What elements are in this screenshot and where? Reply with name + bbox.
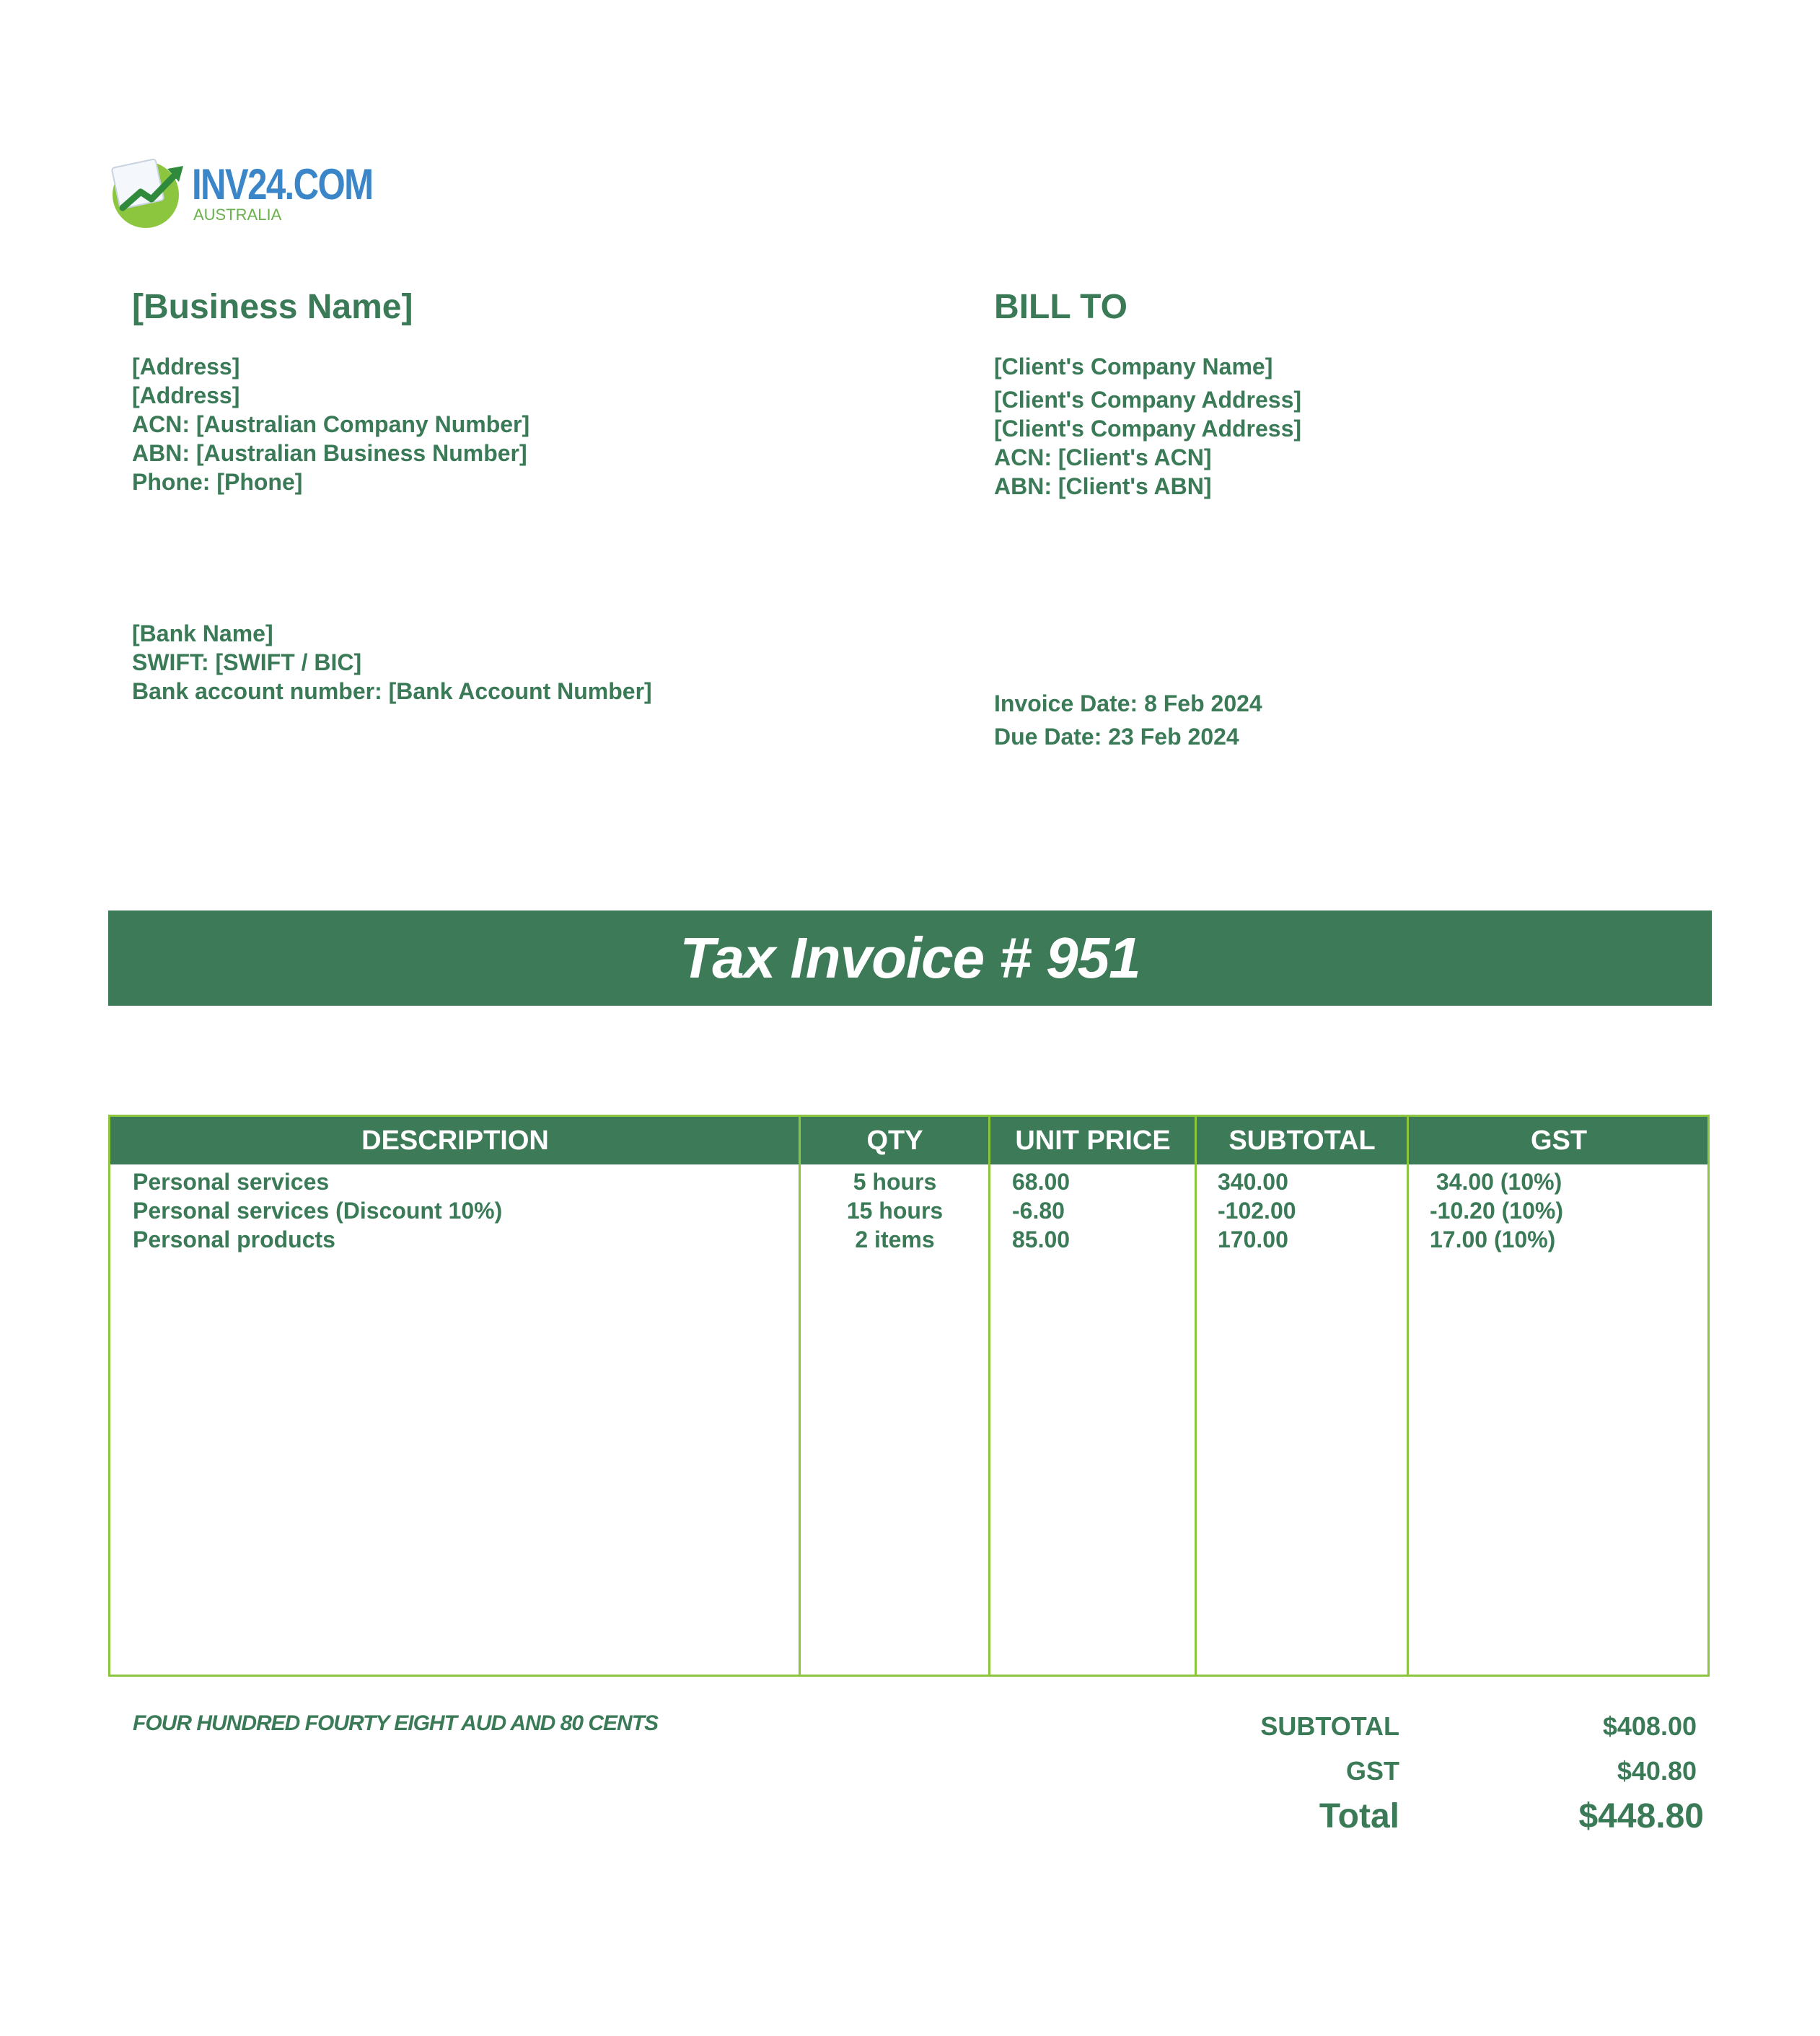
header-qty: QTY [866, 1125, 923, 1156]
row-qty: 2 items [855, 1227, 935, 1252]
seller-address-2: [Address] [132, 382, 240, 408]
invoice-date: Invoice Date: 8 Feb 2024 [994, 690, 1262, 716]
client-abn: ABN: [Client's ABN] [994, 473, 1212, 499]
total-value: $448.80 [1578, 1797, 1704, 1835]
row-qty: 15 hours [846, 1198, 944, 1224]
logo-icon [108, 157, 188, 229]
row-gst: 34.00 (10%) [1430, 1169, 1562, 1195]
bank-account: Bank account number: [Bank Account Number] [132, 678, 652, 704]
business-name: [Business Name] [132, 288, 413, 326]
header-gst: GST [1530, 1125, 1588, 1156]
column-divider [1407, 1117, 1409, 1675]
header-subtotal: SUBTOTAL [1228, 1125, 1376, 1156]
total-label: Total [1319, 1797, 1399, 1835]
row-subtotal: -102.00 [1218, 1198, 1296, 1224]
row-description: Personal products [133, 1227, 335, 1252]
seller-details [132, 352, 529, 496]
client-address-1: [Client's Company Address] [994, 387, 1302, 413]
row-unit-price: -6.80 [1012, 1198, 1065, 1224]
line-items-table [108, 1115, 1710, 1677]
logo-subtitle: AUSTRALIA [193, 206, 282, 224]
row-subtotal: 170.00 [1218, 1227, 1288, 1252]
row-gst: 17.00 (10%) [1430, 1227, 1556, 1252]
invoice-title: Tax Invoice # 951 [680, 926, 1140, 990]
bill-to-heading: BILL TO [994, 288, 1127, 326]
seller-phone: Phone: [Phone] [132, 469, 303, 495]
gst-label: GST [1345, 1756, 1399, 1786]
row-description: Personal services [133, 1169, 330, 1195]
column-divider [1195, 1117, 1197, 1675]
client-details [994, 352, 1301, 501]
client-acn: ACN: [Client's ACN] [994, 444, 1212, 470]
bank-swift: SWIFT: [SWIFT / BIC] [132, 649, 362, 675]
due-date: Due Date: 23 Feb 2024 [994, 724, 1239, 750]
invoice-dates [994, 687, 1262, 753]
row-description: Personal services (Discount 10%) [133, 1198, 503, 1224]
bank-details [132, 619, 652, 706]
seller-abn: ABN: [Australian Business Number] [132, 440, 527, 466]
seller-address-1: [Address] [132, 354, 240, 379]
amount-in-words: FOUR HUNDRED FOURTY EIGHT AUD AND 80 CENTS [133, 1711, 659, 1735]
client-company-name: [Client's Company Name] [994, 354, 1273, 379]
logo-brand: INV24.COM [192, 160, 373, 209]
header-unit-price: UNIT PRICE [1015, 1125, 1171, 1156]
subtotal-value: $408.00 [1602, 1711, 1697, 1741]
title-banner [108, 911, 1712, 1006]
row-qty: 5 hours [853, 1169, 937, 1195]
row-subtotal: 340.00 [1218, 1169, 1288, 1195]
row-gst: -10.20 (10%) [1430, 1198, 1563, 1224]
gst-value: $40.80 [1617, 1756, 1697, 1786]
row-unit-price: 85.00 [1012, 1227, 1071, 1252]
bank-name: [Bank Name] [132, 620, 273, 646]
seller-acn: ACN: [Australian Company Number] [132, 411, 530, 437]
header-description: DESCRIPTION [361, 1125, 549, 1156]
row-unit-price: 68.00 [1012, 1169, 1071, 1195]
subtotal-label: SUBTOTAL [1260, 1711, 1399, 1741]
client-address-2: [Client's Company Address] [994, 416, 1302, 442]
table-header [110, 1117, 1707, 1164]
